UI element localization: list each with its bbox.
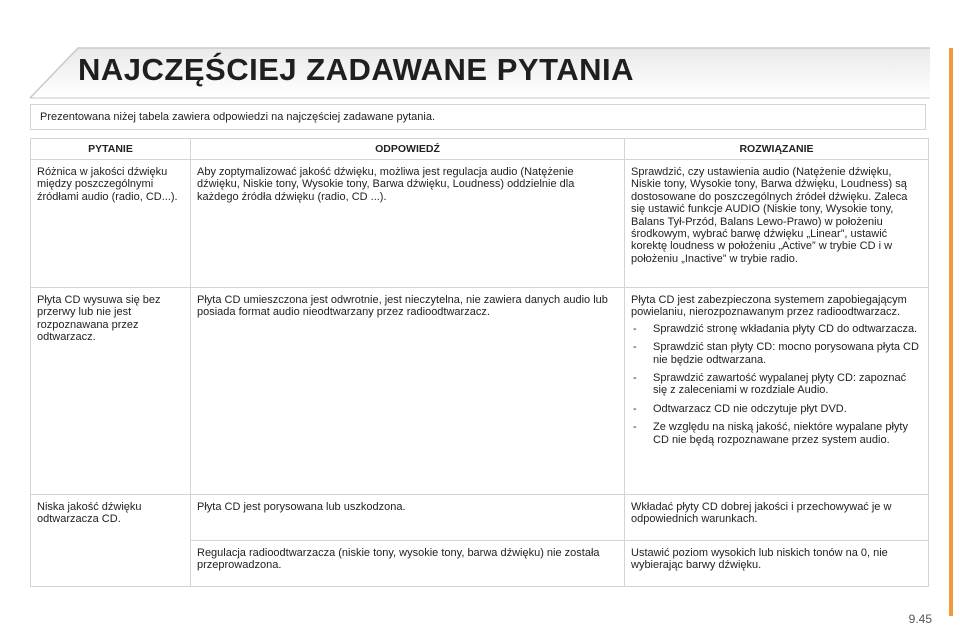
answer-cell: Płyta CD umieszczona jest odwrotnie, jest nieczytelna, nie zawiera danych audio lub posiada format audio nieodtwarzany przez radioodtwarzacz.: [191, 288, 625, 495]
intro-text: Prezentowana niżej tabela zawiera odpowiedzi na najczęściej zadawane pytania.: [30, 104, 926, 130]
solution-cell: Wkładać płyty CD dobrej jakości i przechowywać je w odpowiednich warunkach.: [625, 495, 929, 541]
solution-cell: Sprawdzić, czy ustawienia audio (Natężenie dźwięku, Niskie tony, Wysokie tony, Barwa dźwięku, Loudness) są dostosowane do poszczególnych źródeł dźwięku. Zaleca się ustawić funkcje AUDIO (Niskie tony, Wysokie tony, Balans Tył-Przód, Balans Lewo-Prawo) w położeniu środkowym, wybrać barwę dźwięku „Linear”, ustawić korektę loudness w położeniu „Active” w trybie CD i w położeniu „Inactive” w trybie radio.: [625, 160, 929, 288]
question-cell: Płyta CD wysuwa się bez przerwy lub nie jest rozpoznawana przez odtwarzacz.: [31, 288, 191, 495]
page-number: 9.45: [908, 612, 932, 626]
step-item: - Ze względu na niską jakość, niektóre wypalane płyty CD nie będą rozpoznawane przez system audio.: [631, 421, 922, 446]
solution-cell: [625, 288, 929, 495]
table-row: [31, 160, 929, 288]
question-cell: Niska jakość dźwięku odtwarzacza CD.: [31, 495, 191, 587]
title-bar: [0, 0, 960, 100]
solution-text: Płyta CD jest zabezpieczona systemem zapobiegającym powielaniu, nierozpoznawanym przez radioodtwarzacz.: [631, 294, 907, 319]
column-header-answer: ODPOWIEDŹ: [191, 139, 625, 160]
answer-cell: Regulacja radioodtwarzacza (niskie tony, wysokie tony, barwa dźwięku) nie została przeprowadzona.: [191, 541, 625, 587]
solution-steps: [631, 323, 922, 446]
step-item: - Sprawdzić stan płyty CD: mocno porysowana płyta CD nie będzie odtwarzana.: [631, 341, 922, 366]
answer-cell: Płyta CD jest porysowana lub uszkodzona.: [191, 495, 625, 541]
page-title: NAJCZĘŚCIEJ ZADAWANE PYTANIA: [78, 52, 634, 87]
faq-table: [30, 138, 929, 587]
step-item: - Sprawdzić zawartość wypalanej płyty CD: zapoznać się z zaleceniami w rozdziale Audio.: [631, 372, 922, 397]
solution-cell: Ustawić poziom wysokich lub niskich tonów na 0, nie wybierając barwy dźwięku.: [625, 541, 929, 587]
answer-cell: Aby zoptymalizować jakość dźwięku, możliwa jest regulacja audio (Natężenie dźwięku, Niskie tony, Wysokie tony, Barwa dźwięku, Loudness) oddzielnie dla każdego źródła dźwięku (radio, CD ...).: [191, 160, 625, 288]
step-item: - Sprawdzić stronę wkładania płyty CD do odtwarzacza.: [631, 323, 922, 335]
step-item: - Odtwarzacz CD nie odczytuje płyt DVD.: [631, 403, 922, 415]
column-header-solution: ROZWIĄZANIE: [625, 139, 929, 160]
table-row: [31, 288, 929, 495]
orange-side-rail: [949, 48, 953, 616]
column-header-question: PYTANIE: [31, 139, 191, 160]
table-header-row: [31, 139, 929, 160]
question-cell: Różnica w jakości dźwięku między poszczególnymi źródłami audio (radio, CD...).: [31, 160, 191, 288]
table-row: [31, 495, 929, 541]
